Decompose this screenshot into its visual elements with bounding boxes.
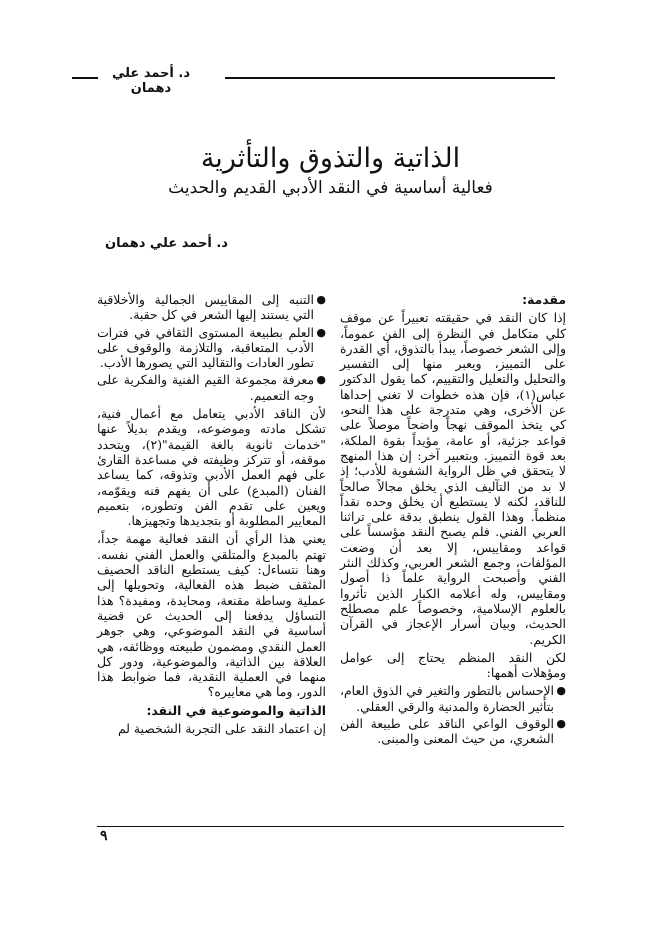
list-item: ● التنبه إلى المقاييس الجمالية والأخلاقية التي يستند إليها الشعر في كل حقبة. bbox=[97, 292, 326, 323]
qualifications-list bbox=[340, 683, 566, 746]
paragraph: لأن الناقد الأدبي يتعامل مع أعمال فنية، تشكل مادته وموضوعه، ويقدم بديلاً عنها "خدمات ثانوية بالغة القيمة"(٢)، ويتحدد موقفه، أو تتركز وظيفته في مساعدة القارئ على فهم العمل الأدبي وتذوقه، كما يساعد الفنان (المبدع) على أن يفهم فنه ويقوّمه، ويعين على تقدم الفن وتطوره، بتعميم المعايير المطلوبة أو بتجديدها وتجهيزها. bbox=[97, 406, 326, 529]
right-column bbox=[340, 292, 566, 750]
bullet-icon: ● bbox=[556, 684, 566, 698]
list-item: ● الإحساس بالتطور والتغير في الذوق العام، بتأثير الحضارة والمدنية والرقي العقلي. bbox=[340, 683, 566, 714]
running-header-author: د. أحمد علي دهمان bbox=[111, 66, 191, 96]
qualifications-list-continued bbox=[97, 292, 326, 403]
list-item: ● الوقوف الواعي الناقد على طبيعة الفن الشعري، من حيث المعنى والمبنى. bbox=[340, 716, 566, 747]
list-item: ● العلم بطبيعة المستوى الثقافي في فترات الأدب المتعاقبة، والتلازمة والوقوف على تطور العادات والتقاليد التي يصورها الأدب. bbox=[97, 324, 326, 371]
list-item: ● معرفة مجموعة القيم الفنية والفكرية على وجه التعميم. bbox=[97, 372, 326, 403]
paragraph: إن اعتماد النقد على التجربة الشخصية لم bbox=[117, 721, 326, 737]
paragraph: يعني هذا الرأي أن النقد فعالية مهمة جداً، تهتم بالمبدع والمتلقي والعمل الفني نفسه. وهنا نتساءل: كيف يستطيع الناقد الحصيف المثقف ضبط هذه الفعالية، وتحويلها إلى عملية وساطة مقنعة، ومحايدة، ومفيدة؟ هذا التساؤل يدفعنا إلى الحديث عن قضية أساسية في النقد الموضوعي، وهي جوهر العمل النقدي ومضمون طبيعته ووظائفه، هي العلاقة بين الذاتية، والموضوعية، ودور كل منهما في العملية النقدية، فما ضوابط هذا الدور، وما هي معاييره؟ bbox=[97, 531, 326, 700]
bullet-icon: ● bbox=[556, 717, 566, 731]
bullet-icon: ● bbox=[316, 293, 326, 306]
bullet-icon: ● bbox=[316, 325, 326, 339]
paragraph: إذا كان النقد في حقيقته تعبيراً عن موقف كلي متكامل في النظرة إلى الفن عموماً، وإلى الشعر خصوصاً، يبدأ بالتذوق، أي القدرة على التمييز، ويعبر منها إلى التفسير والتحليل والتعليل والتقييم، كما يقول الدكتور عباس(١)، فإن هذه خطوات لا تغني إحداها عن الأخرى، وهي متدرجة على هذا النحو، كي يتخذ الموقف نهجاً واضحاً موصلاً على قواعد جزئية، أو عامة، مؤيداً بقوة الملكة، بعد قوة التمييز. وبتعبير آخر: إن هذا المنهج لا يتحقق في ظل الرواية الشفوية للأدب؛ إذ لا بد من التآليف الذي يخلق مجالاً صالحاً للناقد، لكنه لا يستطيع أن يخلق وحده نقداً منظماً. وهذا القول ينطبق بدقة على تراثنا العربي الفني. فلم يصبح النقد مؤسساً على قواعد ومقاييس، إلا بعد أن وضعت المؤلفات، وجمع الشعر العربي، وكذلك النثر الفني وأصبحت الرواية علماً ذا أصول ومقاييس، وله أعلامه الكبار الذين تأثروا بالعلوم الإسلامية، وخصوصاً علم مصطلح الحديث، وبيان أسرار الإعجاز في القرآن الكريم. bbox=[340, 310, 566, 647]
header-rule-right bbox=[225, 77, 555, 79]
article-title: الذاتية والتذوق والتأثرية bbox=[200, 143, 461, 174]
section-heading: الذاتية والموضوعية في النقد: bbox=[146, 702, 326, 718]
header-rule-left bbox=[72, 77, 98, 79]
page-number: ٩ bbox=[100, 828, 108, 844]
left-column bbox=[97, 292, 326, 739]
article-subtitle: فعالية أساسية في النقد الأدبي القديم والحديث bbox=[168, 178, 493, 198]
bullet-icon: ● bbox=[316, 373, 326, 387]
intro-heading: مقدمة: bbox=[522, 292, 566, 307]
author-byline: د. أحمد علي دهمان bbox=[105, 236, 228, 251]
footer-rule bbox=[97, 826, 564, 827]
paragraph: لكن النقد المنظم يحتاج إلى عوامل ومؤهلات أهمها: bbox=[340, 649, 566, 681]
